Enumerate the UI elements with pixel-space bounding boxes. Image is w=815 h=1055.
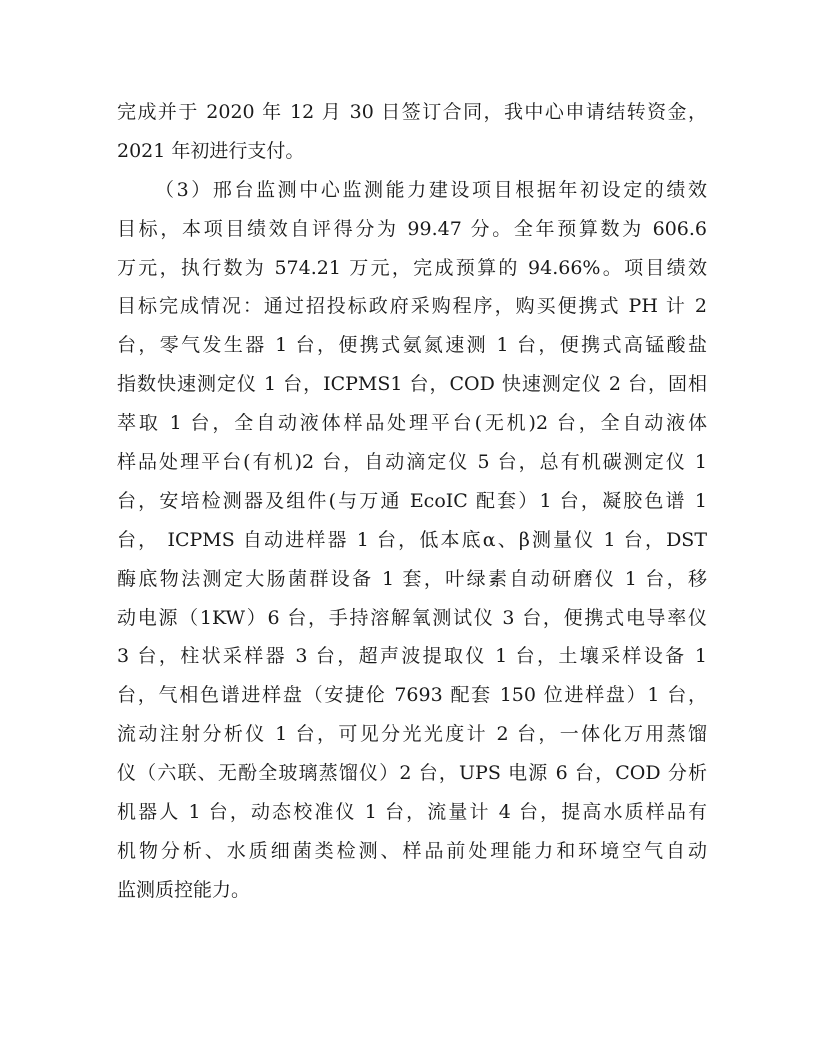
- text-line-20: 机物分析、水质细菌类检测、样品前处理能力和环境空气自动: [117, 839, 707, 862]
- text-line-19: 机器人 1 台，动态校准仪 1 台，流量计 4 台，提高水质样品有: [117, 801, 707, 824]
- text-line-6: 目标完成情况：通过招投标政府采购程序，购买便携式 PH 计 2: [117, 295, 707, 318]
- text-line-5: 万元，执行数为 574.21 万元，完成预算的 94.66%。项目绩效: [117, 256, 707, 279]
- text-line-12: 台， ICPMS 自动进样器 1 台，低本底α、β测量仪 1 台，DST: [117, 528, 707, 551]
- text-line-17: 流动注射分析仪 1 台，可见分光光度计 2 台，一体化万用蒸馏: [117, 723, 707, 746]
- text-line-14: 动电源（1KW）6 台，手持溶解氧测试仪 3 台，便携式电导率仪: [117, 606, 707, 629]
- text-line-3: （3）邢台监测中心监测能力建设项目根据年初设定的绩效: [155, 178, 707, 201]
- text-line-4: 目标，本项目绩效自评得分为 99.47 分。全年预算数为 606.6: [117, 217, 707, 240]
- text-line-1: 完成并于 2020 年 12 月 30 日签订合同，我中心申请结转资金，: [117, 101, 707, 123]
- text-line-15: 3 台，柱状采样器 3 台，超声波提取仪 1 台，土壤采样设备 1: [117, 645, 707, 668]
- text-line-11: 台，安培检测器及组件(与万通 EcoIC 配套）1 台，凝胶色谱 1: [117, 489, 707, 512]
- text-line-18: 仪（六联、无酚全玻璃蒸馏仪）2 台，UPS 电源 6 台，COD 分析: [117, 762, 707, 785]
- text-line-13: 酶底物法测定大肠菌群设备 1 套，叶绿素自动研磨仪 1 台，移: [117, 567, 707, 590]
- text-line-8: 指数快速测定仪 1 台，ICPMS1 台，COD 快速测定仪 2 台，固相: [117, 373, 707, 396]
- text-line-21: 监测质控能力。: [117, 878, 251, 901]
- text-line-9: 萃取 1 台，全自动液体样品处理平台(无机)2 台，全自动液体: [117, 412, 707, 435]
- text-line-16: 台，气相色谱进样盘（安捷伦 7693 配套 150 位进样盘）1 台，: [117, 684, 707, 707]
- text-line-7: 台，零气发生器 1 台，便携式氨氮速测 1 台，便携式高锰酸盐: [117, 334, 707, 357]
- body-text: [117, 93, 707, 910]
- text-line-10: 样品处理平台(有机)2 台，自动滴定仪 5 台，总有机碳测定仪 1: [117, 451, 707, 474]
- text-line-2: 2021 年初进行支付。: [117, 139, 305, 162]
